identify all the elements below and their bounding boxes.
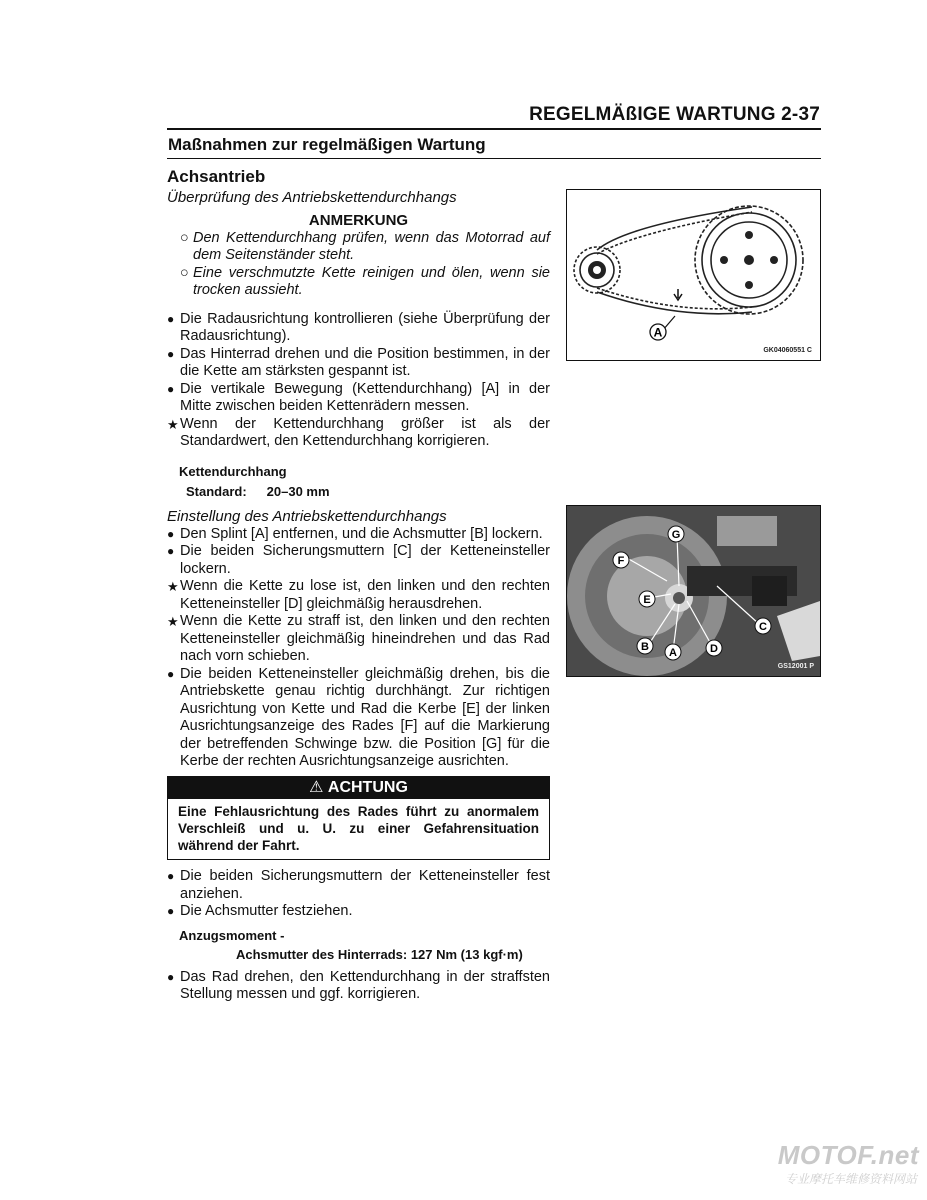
chain-heading: Achsantrieb: [167, 167, 266, 186]
bullet-icon: ●: [167, 969, 175, 984]
torque-label: Anzugsmoment -: [179, 927, 285, 943]
figure-code: GK04060551 C: [763, 347, 812, 354]
chain-diagram: [567, 190, 820, 360]
section-rule: [167, 158, 821, 159]
text-column-bottom: [167, 508, 550, 1004]
warning-text: Eine Fehlausrichtung des Rades führt zu anormalem Verschleiß und u. U. zu einer Gefahrensituation während der Fahrt.: [178, 804, 539, 853]
bullet-icon: ●: [167, 311, 175, 326]
bullet-icon: ●: [167, 869, 175, 883]
note-item: ○ Den Kettendurchhang prüfen, wenn das Motorrad auf dem Seitenständer steht.: [180, 229, 550, 263]
callout-label-g: G: [671, 529, 681, 541]
list-item: ★ Wenn die Kette zu lose ist, den linken und den rechten Ketteneinsteller [D] gleichmäßig herausdrehen.: [167, 578, 550, 612]
axle-photo: [567, 506, 820, 676]
warning-box: [167, 776, 550, 861]
list-item: ● Das Hinterrad drehen und die Position bestimmen, in der die Kette am stärksten gespannt ist.: [167, 345, 550, 379]
list-item: ● Die Achsmutter festziehen.: [167, 903, 353, 919]
bullet-icon: ●: [167, 526, 175, 541]
check-title: Überprüfung des Antriebskettendurchhangs: [167, 188, 457, 206]
star-icon: ★: [167, 614, 179, 629]
note-item: ○ Eine verschmutzte Kette reinigen und ölen, wenn sie trocken aussieht.: [180, 264, 550, 298]
circle-bullet-icon: ○: [180, 264, 189, 281]
check-steps: [167, 311, 550, 451]
star-icon: ★: [167, 579, 179, 594]
bullet-icon: ●: [167, 381, 175, 396]
list-item: ● Die beiden Sicherungsmuttern [C] der Ketteneinsteller lockern.: [167, 543, 550, 577]
torque-row: Achsmutter des Hinterrads: 127 Nm (13 kgf·m): [236, 947, 523, 962]
callout-label-d: D: [710, 643, 718, 655]
figure-code: GS12001 P: [777, 663, 814, 670]
callout-label-f: F: [617, 555, 625, 567]
list-item: ● Die Radausrichtung kontrollieren (siehe Überprüfung der Radausrichtung).: [167, 310, 550, 344]
circle-bullet-icon: ○: [180, 229, 189, 246]
warning-triangle-icon: ⚠: [309, 778, 324, 796]
bullet-icon: ●: [167, 544, 175, 558]
list-item: ● Das Rad drehen, den Kettendurchhang in der straffsten Stellung messen und ggf. korrigieren.: [167, 968, 550, 1002]
spec-label: Kettendurchhang: [179, 463, 287, 479]
callout-label-b: B: [641, 641, 649, 653]
callout-label-a: A: [653, 325, 663, 340]
callout-label-a: A: [669, 647, 677, 659]
star-icon: ★: [167, 416, 179, 432]
list-item: ★ Wenn die Kette zu straff ist, den linken und den rechten Ketteneinsteller gleichmäßig hineindrehen und das Rad nach vorn schieben.: [167, 613, 550, 664]
warning-header: ⚠ ACHTUNG: [168, 777, 549, 800]
list-item: ● Die vertikale Bewegung (Kettendurchhang) [A] in der Mitte zwischen beiden Kettenrädern messen.: [167, 380, 550, 414]
figure-axle-photo: [566, 505, 821, 677]
list-item: ★ Wenn der Kettendurchhang größer ist als der Standardwert, den Kettendurchhang korrigieren.: [167, 415, 550, 449]
callout-label-c: C: [759, 621, 767, 633]
watermark-brand: MOTOF.net: [777, 1140, 919, 1170]
bullet-icon: ●: [167, 666, 175, 681]
callout-label-e: E: [643, 594, 651, 606]
watermark-tagline: 专业摩托车维修资料网站: [784, 1172, 917, 1186]
spec-row: Standard: 20–30 mm: [186, 484, 330, 499]
bullet-icon: ●: [167, 904, 175, 918]
text-column-top: [167, 168, 550, 501]
list-item: ● Den Splint [A] entfernen, und die Achsmutter [B] lockern.: [167, 525, 543, 542]
final-steps: [167, 868, 550, 921]
adjust-title: Einstellung des Antriebskettendurchhangs: [167, 508, 447, 525]
note-heading: ANMERKUNG: [308, 212, 409, 229]
bullet-icon: ●: [167, 346, 175, 361]
header-rule: [167, 128, 821, 130]
list-item: ● Die beiden Ketteneinsteller gleichmäßig drehen, bis die Antriebskette genau richtig durchhängt. Zur richtigen Ausrichtung von Kette und Rad die Kerbe [E] der linken Ausrichtungsanzeige des Rades [F] auf die Markierung der betreffenden Schwinge bzw. die Position [G] für die Kerbe der rechten Ausrichtungsanzeige ausrichten.: [167, 665, 550, 769]
list-item: ● Die beiden Sicherungsmuttern der Ketteneinsteller fest anziehen.: [167, 868, 550, 902]
page-header-title: REGELMÄßIGE WARTUNG 2-37: [529, 104, 820, 125]
figure-chain-slack: [566, 189, 821, 361]
section-title: Maßnahmen zur regelmäßigen Wartung: [168, 135, 486, 154]
